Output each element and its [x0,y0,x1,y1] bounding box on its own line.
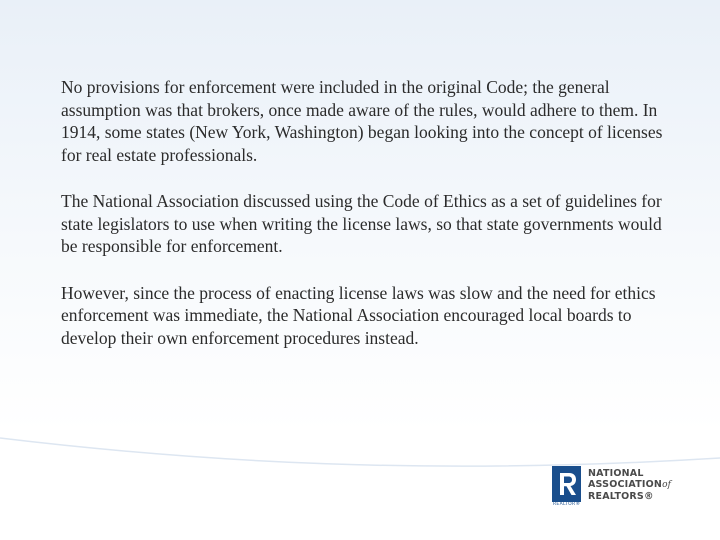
paragraph-2: The National Association discussed using the Code of Ethics as a set of guidelines for state legislators to use when writing the license laws, so that state governments would be responsible for enforcement. [61,191,662,256]
logo-line-realtors: REALTORS® [588,491,654,502]
logo-wordmark [588,468,671,502]
realtor-r-icon [552,466,581,502]
logo-line-association [588,479,671,491]
nar-logo [552,466,692,508]
slide-body [61,76,671,373]
logo-line-national: NATIONAL [588,468,644,479]
paragraph-3: However, since the process of enacting license laws was slow and the need for ethics enforcement was immediate, the National Association encouraged local boards to develop their own enforcement procedures instead. [61,282,656,348]
realtor-mark-caption: REALTOR® [553,502,581,507]
logo-of-text: of [662,480,672,490]
logo-association-text: ASSOCIATION [588,479,663,490]
paragraph-1: No provisions for enforcement were included in the original Code; the general assumption was that brokers, once made aware of the rules, would adhere to them. In 1914, some states (New York, Washington) began looking into the concept of licenses for real estate professionals. [61,77,663,165]
